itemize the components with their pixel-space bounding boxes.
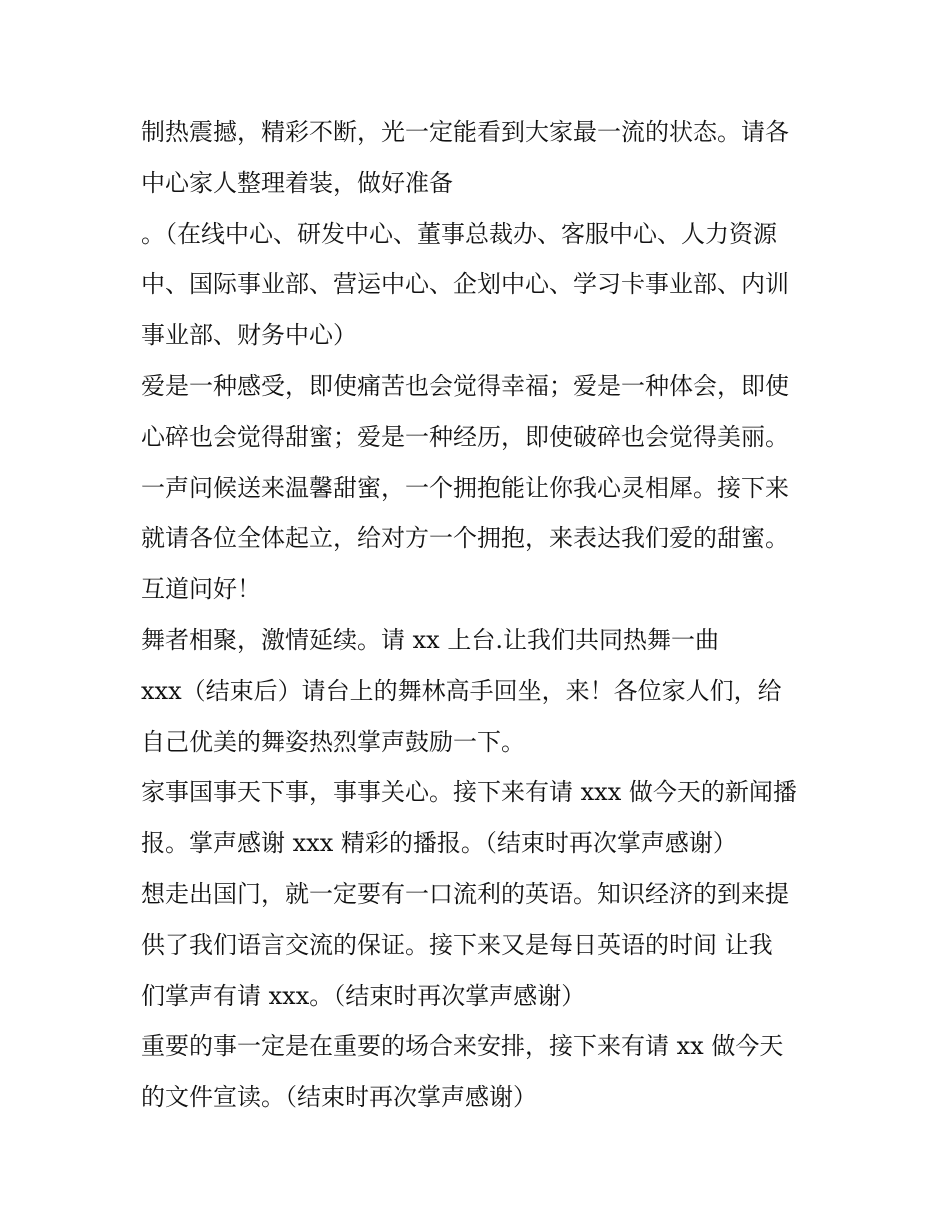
text-line: 爱是一种感受，即使痛苦也会觉得幸福；爱是一种体会，即使 [141,371,789,400]
text-line: 重要的事一定是在重要的场合来安排，接下来有请 xx 做今天 [141,1032,784,1061]
text-line: 一声问候送来温馨甜蜜，一个拥抱能让你我心灵相犀。接下来 [141,473,789,502]
text-line: 互道问好！ [141,575,261,604]
text-line: 舞者相聚，激情延续。请 xx 上台.让我们共同热舞一曲 [141,625,719,654]
text-line: 的文件宣读。（结束时再次掌声感谢） [141,1083,537,1112]
text-line: xxx（结束后）请台上的舞林高手回坐，来！各位家人们，给 [141,676,782,705]
text-line: 报。掌声感谢 xxx 精彩的播报。（结束时再次掌声感谢） [141,829,737,858]
text-line: 制热震撼，精彩不断，光一定能看到大家最一流的状态。请各 [141,118,789,146]
text-line: 中心家人整理着装，做好准备 [141,168,453,197]
text-line: 家事国事天下事，事事关心。接下来有请 xxx 做今天的新闻播 [141,778,797,807]
text-line: 想走出国门，就一定要有一口流利的英语。知识经济的到来提 [141,879,789,908]
document-body [141,107,821,1123]
text-line: 供了我们语言交流的保证。接下来又是每日英语的时间 让我 [141,930,773,959]
text-line: 。（在线中心、研发中心、董事总裁办、客服中心、人力资源 [141,219,777,248]
text-line: 们掌声有请 xxx。（结束时再次掌声感谢） [141,981,586,1010]
text-line: 心碎也会觉得甜蜜；爱是一种经历，即使破碎也会觉得美丽。 [141,422,789,451]
text-line: 中、国际事业部、营运中心、企划中心、学习卡事业部、内训 [141,270,789,299]
text-line: 事业部、财务中心） [141,321,357,350]
text-line: 自己优美的舞姿热烈掌声鼓励一下。 [141,727,525,756]
text-line: 就请各位全体起立，给对方一个拥抱，来表达我们爱的甜蜜。 [141,524,789,553]
